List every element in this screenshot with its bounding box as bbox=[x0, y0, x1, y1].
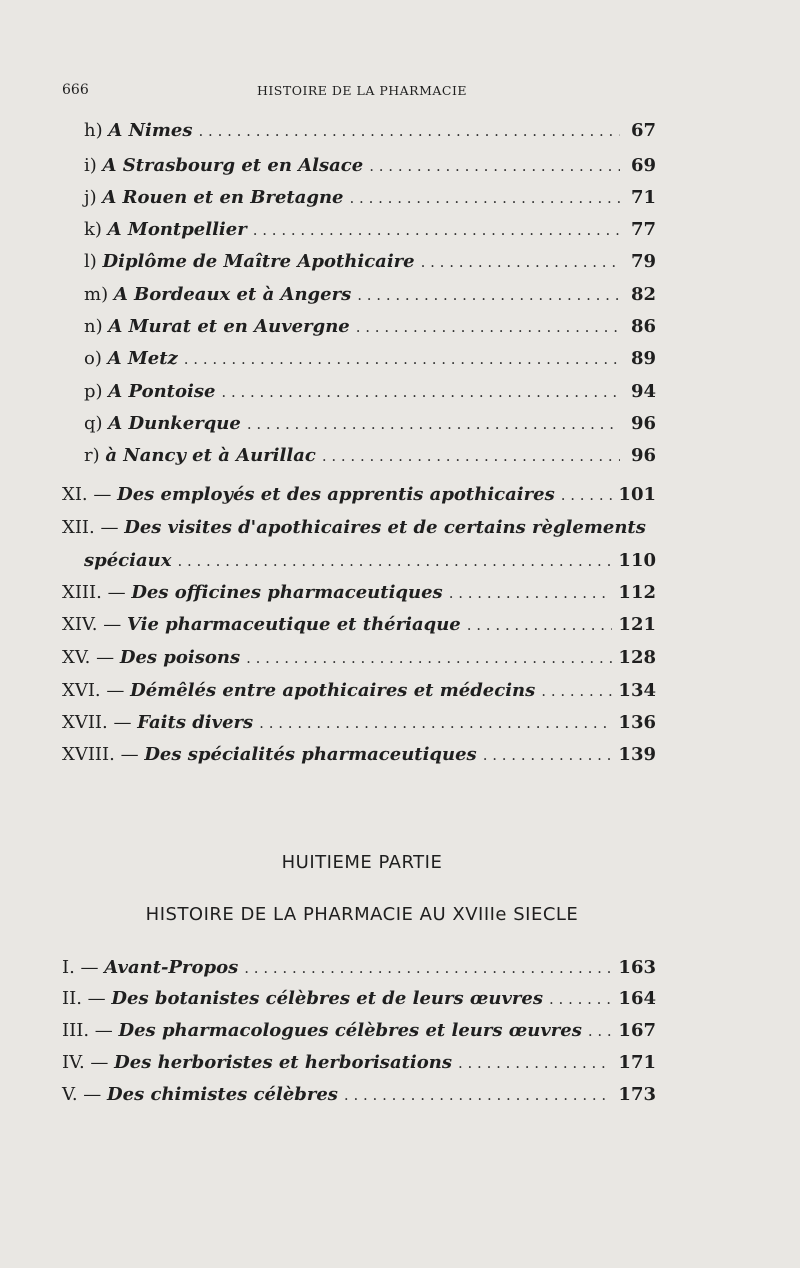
toc-entry bbox=[62, 988, 656, 1014]
toc-entry bbox=[84, 348, 656, 374]
page-number: 666 bbox=[62, 82, 89, 98]
entry-page: 86 bbox=[630, 316, 656, 337]
entry-page: 167 bbox=[618, 1020, 656, 1041]
entry-number: IV. — bbox=[62, 1052, 115, 1073]
entry-page: 101 bbox=[618, 484, 656, 505]
toc-entry bbox=[62, 614, 656, 640]
entry-number: XVIII. — bbox=[62, 744, 145, 765]
entry-number: XIV. — bbox=[62, 614, 127, 635]
toc-entry bbox=[84, 284, 656, 310]
toc-entry bbox=[62, 647, 656, 673]
entry-page: 94 bbox=[630, 381, 656, 402]
entry-page: 121 bbox=[618, 614, 656, 635]
entry-number: XVI. — bbox=[62, 680, 131, 701]
entry-number: r) bbox=[84, 445, 106, 466]
entry-title: A Murat et en Auvergne bbox=[108, 316, 350, 337]
toc-entry bbox=[84, 550, 656, 576]
entry-title: Des officines pharmaceutiques bbox=[131, 582, 443, 603]
entry-title: Des employés et des apprentis apothicaires bbox=[117, 484, 555, 505]
entry-page: 77 bbox=[630, 219, 656, 240]
entry-number: XII. — bbox=[62, 517, 125, 538]
dot-leader bbox=[421, 253, 620, 271]
entry-page: 67 bbox=[630, 120, 656, 141]
entry-number: l) bbox=[84, 251, 103, 272]
dot-leader bbox=[588, 1022, 613, 1040]
toc-entry bbox=[84, 187, 656, 213]
entry-page: 110 bbox=[618, 550, 656, 571]
dot-leader bbox=[449, 584, 613, 602]
running-title: HISTOIRE DE LA PHARMACIE bbox=[256, 83, 468, 98]
dot-leader bbox=[221, 383, 620, 401]
entry-number: II. — bbox=[62, 988, 112, 1009]
toc-entry bbox=[62, 680, 656, 706]
entry-number: XI. — bbox=[62, 484, 118, 505]
entry-page: 79 bbox=[630, 251, 656, 272]
entry-number: n) bbox=[84, 316, 109, 337]
entry-number: XV. — bbox=[62, 647, 120, 668]
entry-title: Des chimistes célèbres bbox=[107, 1084, 338, 1105]
page-header bbox=[62, 82, 662, 104]
dot-leader bbox=[356, 318, 620, 336]
dot-leader bbox=[561, 486, 613, 504]
entry-page: 163 bbox=[618, 957, 656, 978]
toc-entry bbox=[62, 1052, 656, 1078]
entry-title: A Metz bbox=[107, 348, 178, 369]
entry-number: XIII. — bbox=[62, 582, 132, 603]
dot-leader bbox=[549, 990, 612, 1008]
entry-title: Avant-Propos bbox=[104, 957, 239, 978]
entry-title: spéciaux bbox=[84, 550, 172, 571]
toc-entry bbox=[62, 517, 656, 543]
toc-entry bbox=[84, 120, 656, 146]
entry-number: V. — bbox=[62, 1084, 108, 1105]
toc-entry bbox=[84, 445, 656, 471]
entry-title: Des poisons bbox=[119, 647, 241, 668]
entry-number: j) bbox=[84, 187, 103, 208]
entry-title: Faits divers bbox=[137, 712, 254, 733]
toc-entry bbox=[62, 744, 656, 770]
entry-title: A Rouen et en Bretagne bbox=[102, 187, 344, 208]
dot-leader bbox=[369, 157, 620, 175]
entry-number: p) bbox=[84, 381, 109, 402]
toc-entry bbox=[84, 381, 656, 407]
dot-leader bbox=[350, 189, 620, 207]
entry-title: A Montpellier bbox=[107, 219, 247, 240]
entry-title: Des spécialités pharmaceutiques bbox=[144, 744, 477, 765]
entry-page: 171 bbox=[618, 1052, 656, 1073]
dot-leader bbox=[244, 959, 612, 977]
toc-entry bbox=[84, 251, 656, 277]
entry-page: 134 bbox=[618, 680, 656, 701]
entry-page: 164 bbox=[618, 988, 656, 1009]
toc-entry bbox=[84, 316, 656, 342]
entry-number: III. — bbox=[62, 1020, 119, 1041]
entry-title: Des pharmacologues célèbres et leurs œuvres bbox=[118, 1020, 582, 1041]
entry-title: A Nimes bbox=[108, 120, 193, 141]
entry-page: 112 bbox=[618, 582, 656, 603]
entry-title: à Nancy et à Aurillac bbox=[105, 445, 316, 466]
entry-page: 96 bbox=[630, 413, 656, 434]
entry-title: A Bordeaux et à Angers bbox=[113, 284, 352, 305]
toc-entry bbox=[84, 219, 656, 245]
entry-number: h) bbox=[84, 120, 109, 141]
dot-leader bbox=[199, 122, 621, 140]
dot-leader bbox=[541, 682, 612, 700]
toc-entry bbox=[62, 484, 656, 510]
entry-page: 71 bbox=[630, 187, 656, 208]
entry-title: Diplôme de Maître Apothicaire bbox=[102, 251, 415, 272]
entry-page: 82 bbox=[630, 284, 656, 305]
dot-leader bbox=[458, 1054, 612, 1072]
entry-title: Des visites d'apothicaires et de certains règlements bbox=[124, 517, 646, 538]
entry-page: 128 bbox=[618, 647, 656, 668]
entry-number: I. — bbox=[62, 957, 105, 978]
entry-page: 139 bbox=[618, 744, 656, 765]
dot-leader bbox=[357, 286, 620, 304]
entry-title: Des botanistes célèbres et de leurs œuvres bbox=[111, 988, 543, 1009]
dot-leader bbox=[259, 714, 612, 732]
entry-page: 173 bbox=[618, 1084, 656, 1105]
toc-entry bbox=[62, 1020, 656, 1046]
toc-entry bbox=[62, 1084, 656, 1110]
toc-entry bbox=[84, 413, 656, 439]
entry-page: 89 bbox=[630, 348, 656, 369]
entry-title: A Pontoise bbox=[108, 381, 216, 402]
dot-leader bbox=[322, 447, 620, 465]
toc-entry bbox=[84, 155, 656, 181]
toc-entry bbox=[62, 582, 656, 608]
dot-leader bbox=[184, 350, 620, 368]
part-heading: HUITIEME PARTIE bbox=[281, 852, 443, 873]
entry-title: Vie pharmaceutique et thériaque bbox=[126, 614, 461, 635]
dot-leader bbox=[344, 1086, 613, 1104]
entry-number: k) bbox=[84, 219, 108, 240]
entry-title: A Strasbourg et en Alsace bbox=[102, 155, 364, 176]
entry-number: m) bbox=[84, 284, 114, 305]
dot-leader bbox=[467, 616, 613, 634]
entry-page: 96 bbox=[630, 445, 656, 466]
entry-title: A Dunkerque bbox=[108, 413, 241, 434]
entry-title: Démêlés entre apothicaires et médecins bbox=[130, 680, 536, 701]
entry-number: XVII. — bbox=[62, 712, 138, 733]
toc-entry bbox=[62, 712, 656, 738]
dot-leader bbox=[247, 415, 620, 433]
entry-title: Des herboristes et herborisations bbox=[114, 1052, 452, 1073]
entry-page: 136 bbox=[618, 712, 656, 733]
dot-leader bbox=[483, 746, 613, 764]
part-subheading: HISTOIRE DE LA PHARMACIE AU XVIIIe SIECLE bbox=[145, 904, 579, 925]
entry-number: o) bbox=[84, 348, 108, 369]
entry-number: i) bbox=[84, 155, 103, 176]
dot-leader bbox=[177, 552, 612, 570]
toc-entry bbox=[62, 957, 656, 983]
dot-leader bbox=[253, 221, 620, 239]
entry-number: q) bbox=[84, 413, 109, 434]
entry-page: 69 bbox=[630, 155, 656, 176]
dot-leader bbox=[246, 649, 612, 667]
